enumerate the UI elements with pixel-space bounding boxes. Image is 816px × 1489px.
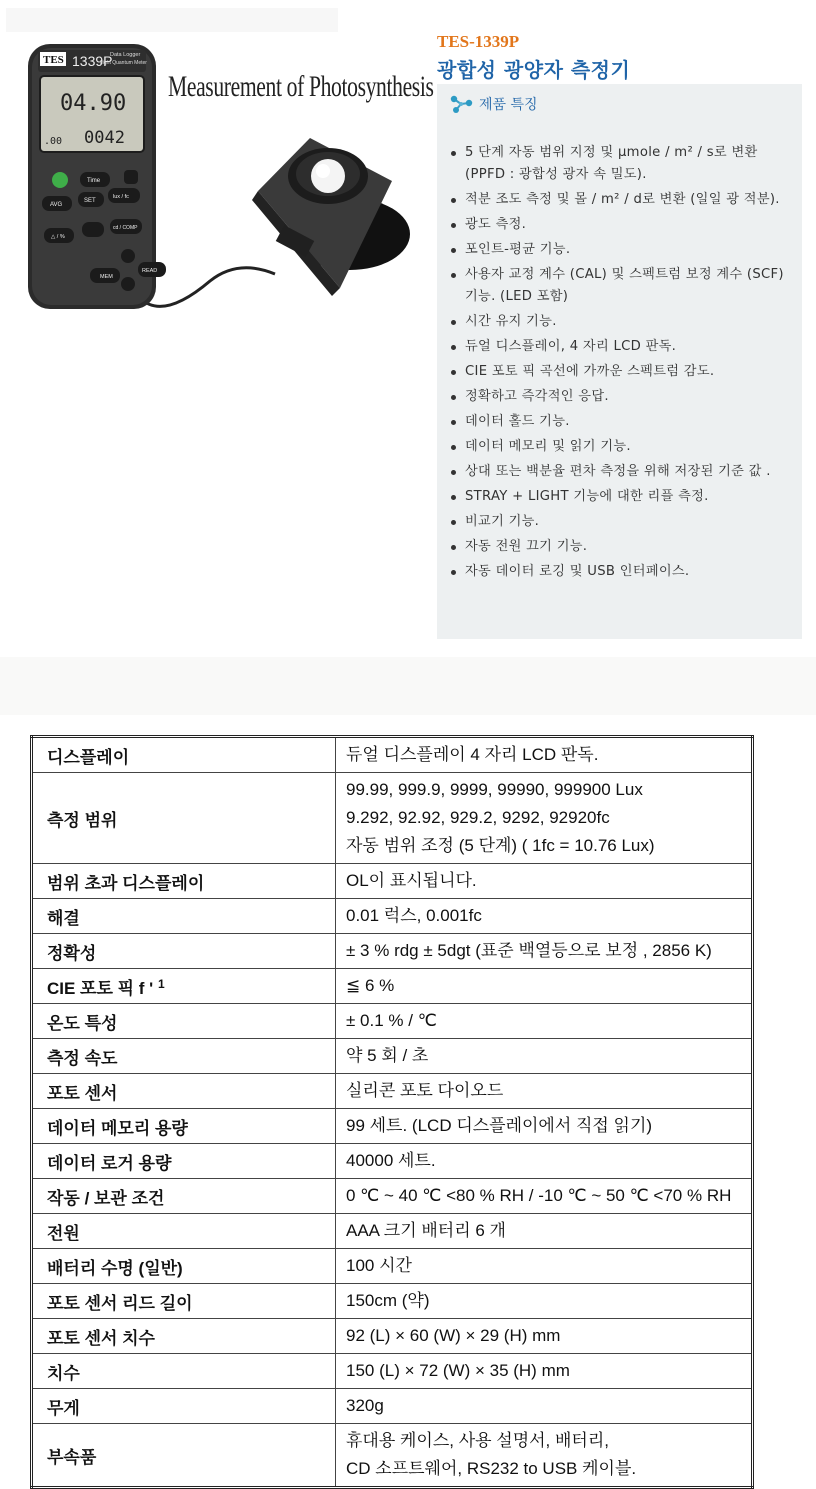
spec-value-line: OL이 표시됩니다. (346, 871, 477, 890)
feature-item: 자동 전원 끄기 기능. (447, 536, 795, 558)
spec-key-label: 측정 속도 (47, 1048, 118, 1068)
device-model-label: 1339P (72, 53, 113, 69)
spec-value (336, 773, 753, 864)
spec-value (336, 1284, 753, 1319)
spec-row (32, 1074, 753, 1109)
btn-cd-comp: cd / COMP (113, 225, 138, 231)
spec-value-line: 320g (346, 1396, 384, 1415)
power-button (52, 172, 68, 188)
spec-value-line: 휴대용 케이스, 사용 설명서, 배터리, (346, 1431, 609, 1450)
light-sensor (252, 138, 410, 296)
spec-value (336, 1424, 753, 1488)
feature-item: CIE 포토 픽 곡선에 가까운 스펙트럼 감도. (447, 361, 795, 383)
spec-key (32, 1214, 336, 1249)
spec-value-line: 약 5 회 / 초 (346, 1046, 429, 1065)
image-caption: Measurement of Photosynthesis (168, 70, 434, 103)
spec-key (32, 773, 336, 864)
spec-value-line: 99.99, 999.9, 9999, 99990, 999900 Lux (346, 780, 643, 799)
spec-row (32, 1144, 753, 1179)
spec-row (32, 1109, 753, 1144)
product-title: 광합성 광양자 측정기 (437, 58, 631, 82)
spec-row (32, 1179, 753, 1214)
spec-key (32, 1039, 336, 1074)
spec-value (336, 1319, 753, 1354)
spec-row (32, 1004, 753, 1039)
spec-value (336, 934, 753, 969)
feature-heading-label: 제품 특징 (479, 97, 538, 113)
device-brand: TES (43, 54, 64, 66)
spec-row (32, 1424, 753, 1488)
spec-key-label: 배터리 수명 (일반) (47, 1258, 183, 1278)
device-sub2: Light Quantum Meter (100, 60, 147, 66)
spec-key (32, 1424, 336, 1488)
spec-value (336, 899, 753, 934)
spec-value (336, 1144, 753, 1179)
spec-value-line: 0.01 럭스, 0.001fc (346, 906, 482, 925)
feature-item: STRAY + LIGHT 기능에 대한 리플 측정. (447, 486, 795, 508)
spec-row (32, 934, 753, 969)
spec-key-label: 포토 센서 리드 길이 (47, 1293, 193, 1313)
lcd-left-reading: .00 (44, 136, 63, 147)
spec-value-line: 100 시간 (346, 1256, 412, 1275)
spec-value-line: ± 3 % rdg ± 5dgt (표준 백열등으로 보정 , 2856 K) (346, 941, 712, 960)
spec-value-line: 실리콘 포토 다이오드 (346, 1081, 504, 1100)
spec-row (32, 773, 753, 864)
spec-row (32, 1319, 753, 1354)
spec-key-label: 정확성 (47, 943, 97, 963)
spec-key-label: 측정 범위 (47, 810, 118, 830)
spec-key (32, 1249, 336, 1284)
spec-key (32, 1179, 336, 1214)
spec-key (32, 934, 336, 969)
feature-item: 시간 유지 기능. (447, 311, 795, 333)
product-model: TES-1339P (437, 32, 520, 51)
meter-body (28, 44, 166, 309)
spec-key (32, 969, 336, 1004)
spec-key-label: 범위 초과 디스플레이 (47, 873, 205, 893)
spec-value-line: 99 세트. (LCD 디스플레이에서 직접 읽기) (346, 1116, 653, 1135)
spec-value (336, 1004, 753, 1039)
spec-key-label: 포토 센서 (47, 1083, 118, 1103)
lcd-main-reading: 04.90 (60, 91, 127, 116)
spec-value-line: 40000 세트. (346, 1151, 436, 1170)
spec-key-label: 해결 (47, 908, 80, 928)
spec-key (32, 1074, 336, 1109)
spec-key (32, 1319, 336, 1354)
lcd-sub-reading: 0042 (84, 128, 125, 148)
feature-item: 자동 데이터 로깅 및 USB 인터페이스. (447, 561, 795, 583)
feature-item: 포인트-평균 기능. (447, 239, 795, 261)
spec-key (32, 1004, 336, 1039)
spec-value (336, 969, 753, 1004)
spec-row (32, 969, 753, 1004)
spec-key (32, 1144, 336, 1179)
feature-box (437, 84, 802, 639)
btn-delta: △ / % (51, 234, 65, 240)
spec-row (32, 864, 753, 899)
spec-key (32, 1389, 336, 1424)
spec-key (32, 1109, 336, 1144)
spec-key-label: 작동 / 보관 조건 (47, 1188, 165, 1208)
spec-row (32, 1389, 753, 1424)
spec-value (336, 1214, 753, 1249)
spec-key (32, 899, 336, 934)
spec-key (32, 1284, 336, 1319)
feature-heading (449, 94, 538, 114)
spec-value-line: 150cm (약) (346, 1291, 430, 1310)
spec-row (32, 1284, 753, 1319)
spec-row (32, 1214, 753, 1249)
spec-row (32, 1354, 753, 1389)
spec-value (336, 1389, 753, 1424)
spec-key-label: 데이터 로거 용량 (47, 1153, 172, 1173)
feature-item: 광도 측정. (447, 214, 795, 236)
spec-value-line: 92 (L) × 60 (W) × 29 (H) mm (346, 1326, 561, 1345)
spec-key-label: CIE 포토 픽 f ' (47, 978, 158, 998)
spec-value-line: 9.292, 92.92, 929.2, 9292, 92920fc (346, 808, 610, 827)
feature-item: 5 단계 자동 범위 지정 및 μmole / m² / s로 변환 (PPFD : 광합성 광자 속 밀도). (447, 142, 795, 186)
spec-key-label: 전원 (47, 1223, 80, 1243)
spec-row (32, 1039, 753, 1074)
btn-read: READ (142, 268, 158, 274)
spec-value-line: AAA 크기 배터리 6 개 (346, 1221, 506, 1240)
share-nodes-icon (449, 94, 473, 114)
feature-list (447, 142, 795, 586)
divider-band (0, 657, 816, 715)
spec-value-line: 0 ℃ ~ 40 ℃ <80 % RH / -10 ℃ ~ 50 ℃ <70 % RH (346, 1186, 732, 1205)
spec-key (32, 737, 336, 773)
spec-row (32, 737, 753, 773)
spec-key-sup: 1 (157, 976, 165, 991)
spec-table (30, 735, 754, 1489)
spec-key (32, 864, 336, 899)
spec-key (32, 1354, 336, 1389)
spec-key-label: 디스플레이 (47, 747, 130, 767)
btn-set: SET (84, 198, 96, 204)
spec-key-label: 무게 (47, 1398, 80, 1418)
spec-value-line: ± 0.1 % / ℃ (346, 1011, 437, 1030)
spec-key-label: 온도 특성 (47, 1013, 118, 1033)
spec-value-line: 자동 범위 조정 (5 단계) ( 1fc = 10.76 Lux) (346, 836, 655, 855)
spec-value-line: CD 소프트웨어, RS232 to USB 케이블. (346, 1459, 637, 1478)
spec-value (336, 864, 753, 899)
feature-item: 비교기 기능. (447, 511, 795, 533)
feature-item: 사용자 교정 계수 (CAL) 및 스펙트럼 보정 계수 (SCF) 기능. (LED 포함) (447, 264, 795, 308)
btn-lux-fc: lux / fc (113, 194, 129, 200)
feature-item: 상대 또는 백분율 편차 측정을 위해 저장된 기준 값 . (447, 461, 795, 483)
spec-value (336, 1354, 753, 1389)
spec-value (336, 1039, 753, 1074)
spec-value-line: 150 (L) × 72 (W) × 35 (H) mm (346, 1361, 570, 1380)
spec-key-label: 부속품 (47, 1447, 97, 1467)
spec-value-line: 듀얼 디스플레이 4 자리 LCD 판독. (346, 745, 599, 764)
spec-value (336, 1249, 753, 1284)
spec-value (336, 1074, 753, 1109)
feature-item: 데이터 메모리 및 읽기 기능. (447, 436, 795, 458)
device-sub1: Data Logger (110, 52, 141, 58)
spec-row (32, 1249, 753, 1284)
feature-item: 적분 조도 측정 및 몰 / m² / d로 변환 (일일 광 적분). (447, 189, 795, 211)
top-strip (6, 8, 338, 32)
feature-item: 듀얼 디스플레이, 4 자리 LCD 판독. (447, 336, 795, 358)
btn-avg: AVG (50, 202, 63, 208)
btn-mem: MEM (100, 274, 113, 280)
spec-value (336, 1179, 753, 1214)
feature-item: 정확하고 즉각적인 응답. (447, 386, 795, 408)
spec-key-label: 포토 센서 치수 (47, 1328, 155, 1348)
spec-value-line: ≦ 6 % (346, 976, 395, 995)
spec-row (32, 899, 753, 934)
spec-value (336, 737, 753, 773)
spec-key-label: 치수 (47, 1363, 80, 1383)
spec-value (336, 1109, 753, 1144)
feature-item: 데이터 홀드 기능. (447, 411, 795, 433)
btn-time: Time (87, 178, 101, 184)
spec-key-label: 데이터 메모리 용량 (47, 1118, 188, 1138)
